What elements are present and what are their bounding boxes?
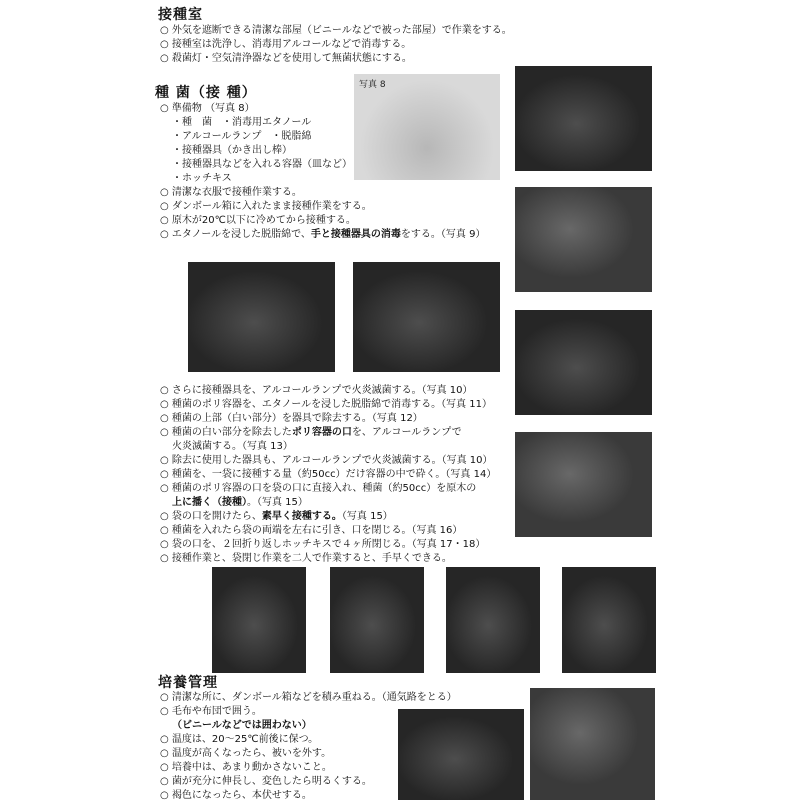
section-title-cultivation: 培養管理 — [158, 675, 218, 691]
prep-item: ・接種器具（かき出し棒） — [172, 145, 292, 156]
photo-12 — [188, 262, 335, 372]
step-line: ○ 接種作業と、袋閉じ作業を二人で作業すると、手早くできる。 — [160, 553, 452, 564]
inoc-line: ○ ダンボール箱に入れたまま接種作業をする。 — [160, 201, 372, 212]
photo-8-label: 写真 8 — [359, 80, 386, 90]
text-fragment: を、アルコールランプで — [351, 427, 462, 438]
photo-16 — [330, 567, 424, 673]
text-fragment: ○ エタノールを浸した脱脂綿で、 — [160, 229, 311, 240]
text-fragment: （写真 15） — [341, 511, 393, 522]
step-line: ○ 袋の口を、２回折り返しホッチキスで４ヶ所閉じる。（写真 17・18） — [160, 539, 486, 550]
photo-17 — [446, 567, 540, 673]
step-line-flame — [160, 426, 462, 439]
section-title-inoculation: 種 菌（接 種） — [155, 85, 257, 101]
section-title-inoculation-room: 接種室 — [158, 7, 203, 23]
cult-line: ○ 菌が充分に伸長し、変色したら明るくする。 — [160, 776, 372, 787]
bold-fragment: 手と接種器具の消毒 — [310, 229, 401, 240]
inoc-line: ○ 原木が20℃以下に冷めてから接種する。 — [160, 215, 356, 226]
cult-line: ○ 清潔な所に、ダンボール箱などを積み重ねる。（通気路をとる） — [160, 692, 457, 703]
text-fragment: ○ 袋の口を開けたら、 — [160, 511, 262, 522]
photo-9 — [515, 66, 652, 171]
inoc-line: ○ 清潔な衣服で接種作業する。 — [160, 187, 302, 198]
step-line: ○ 種菌のポリ容器の口を袋の口に直接入れ、種菌（約50cc）を原木の — [160, 483, 477, 494]
step-line: ○ 種菌のポリ容器を、エタノールを浸した脱脂綿で消毒する。（写真 11） — [160, 399, 493, 410]
bold-fragment: 上に播く（接種） — [172, 497, 247, 508]
text-fragment: ○ 種菌の白い部分を除去した — [160, 427, 292, 438]
step-line: ○ 種菌の上部（白い部分）を器具で除去する。（写真 12） — [160, 413, 423, 424]
cult-line: ○ 温度は、20～25℃前後に保つ。 — [160, 734, 319, 745]
photo-11 — [515, 310, 652, 415]
photo-10 — [515, 187, 652, 292]
photo-cultivation-box — [530, 688, 655, 800]
cult-line: ○ 温度が高くなったら、被いを外す。 — [160, 748, 332, 759]
inoc-line-disinfect — [160, 228, 485, 241]
prep-item: ・種 菌 ・消毒用エタノール — [172, 117, 312, 128]
prep-item: ・ホッチキス — [172, 173, 232, 184]
cult-line: ○ 培養中は、あまり動かさないこと。 — [160, 762, 332, 773]
text-fragment: 。（写真 15） — [247, 497, 308, 508]
step-line-open — [160, 510, 393, 523]
step-line: ○ さらに接種器具を、アルコールランプで火炎滅菌する。（写真 10） — [160, 385, 473, 396]
bold-fragment: 素早く接種する。 — [261, 511, 342, 522]
text-fragment: をする。（写真 9） — [400, 229, 486, 240]
step-line-spread — [172, 496, 308, 509]
room-line: ○ 殺菌灯・空気清浄器などを使用して無菌状態にする。 — [160, 53, 412, 64]
room-line: ○ 外気を遮断できる清潔な部屋（ビニールなどで被った部屋）で作業をする。 — [160, 25, 512, 36]
step-line: ○ 種菌を入れたら袋の両端を左右に引き、口を閉じる。（写真 16） — [160, 525, 463, 536]
photo-8 — [354, 74, 500, 180]
photo-14 — [515, 432, 652, 537]
step-line: ○ 種菌を、一袋に接種する量（約50cc）だけ容器の中で砕く。（写真 14） — [160, 469, 497, 480]
photo-18 — [562, 567, 656, 673]
step-line: ○ 除去に使用した器具も、アルコールランプで火炎滅菌する。（写真 10） — [160, 455, 493, 466]
photo-15 — [212, 567, 306, 673]
prep-item: ・アルコールランプ ・脱脂綿 — [172, 131, 312, 142]
step-line-cont: 火炎滅菌する。（写真 13） — [172, 441, 293, 452]
photo-cultivation-bags — [398, 709, 524, 800]
prep-line: ○ 準備物 （写真 8） — [160, 103, 255, 114]
room-line: ○ 接種室は洗浄し、消毒用アルコールなどで消毒する。 — [160, 39, 412, 50]
cult-line: ○ 毛布や布団で囲う。 — [160, 706, 262, 717]
cult-line: ○ 褐色になったら、本伏せする。 — [160, 790, 312, 801]
cult-line-note: （ビニールなどでは囲わない） — [172, 720, 312, 731]
photo-13 — [353, 262, 500, 372]
bold-fragment: ポリ容器の口 — [291, 427, 352, 438]
prep-item: ・接種器具などを入れる容器（皿など） — [172, 159, 352, 170]
